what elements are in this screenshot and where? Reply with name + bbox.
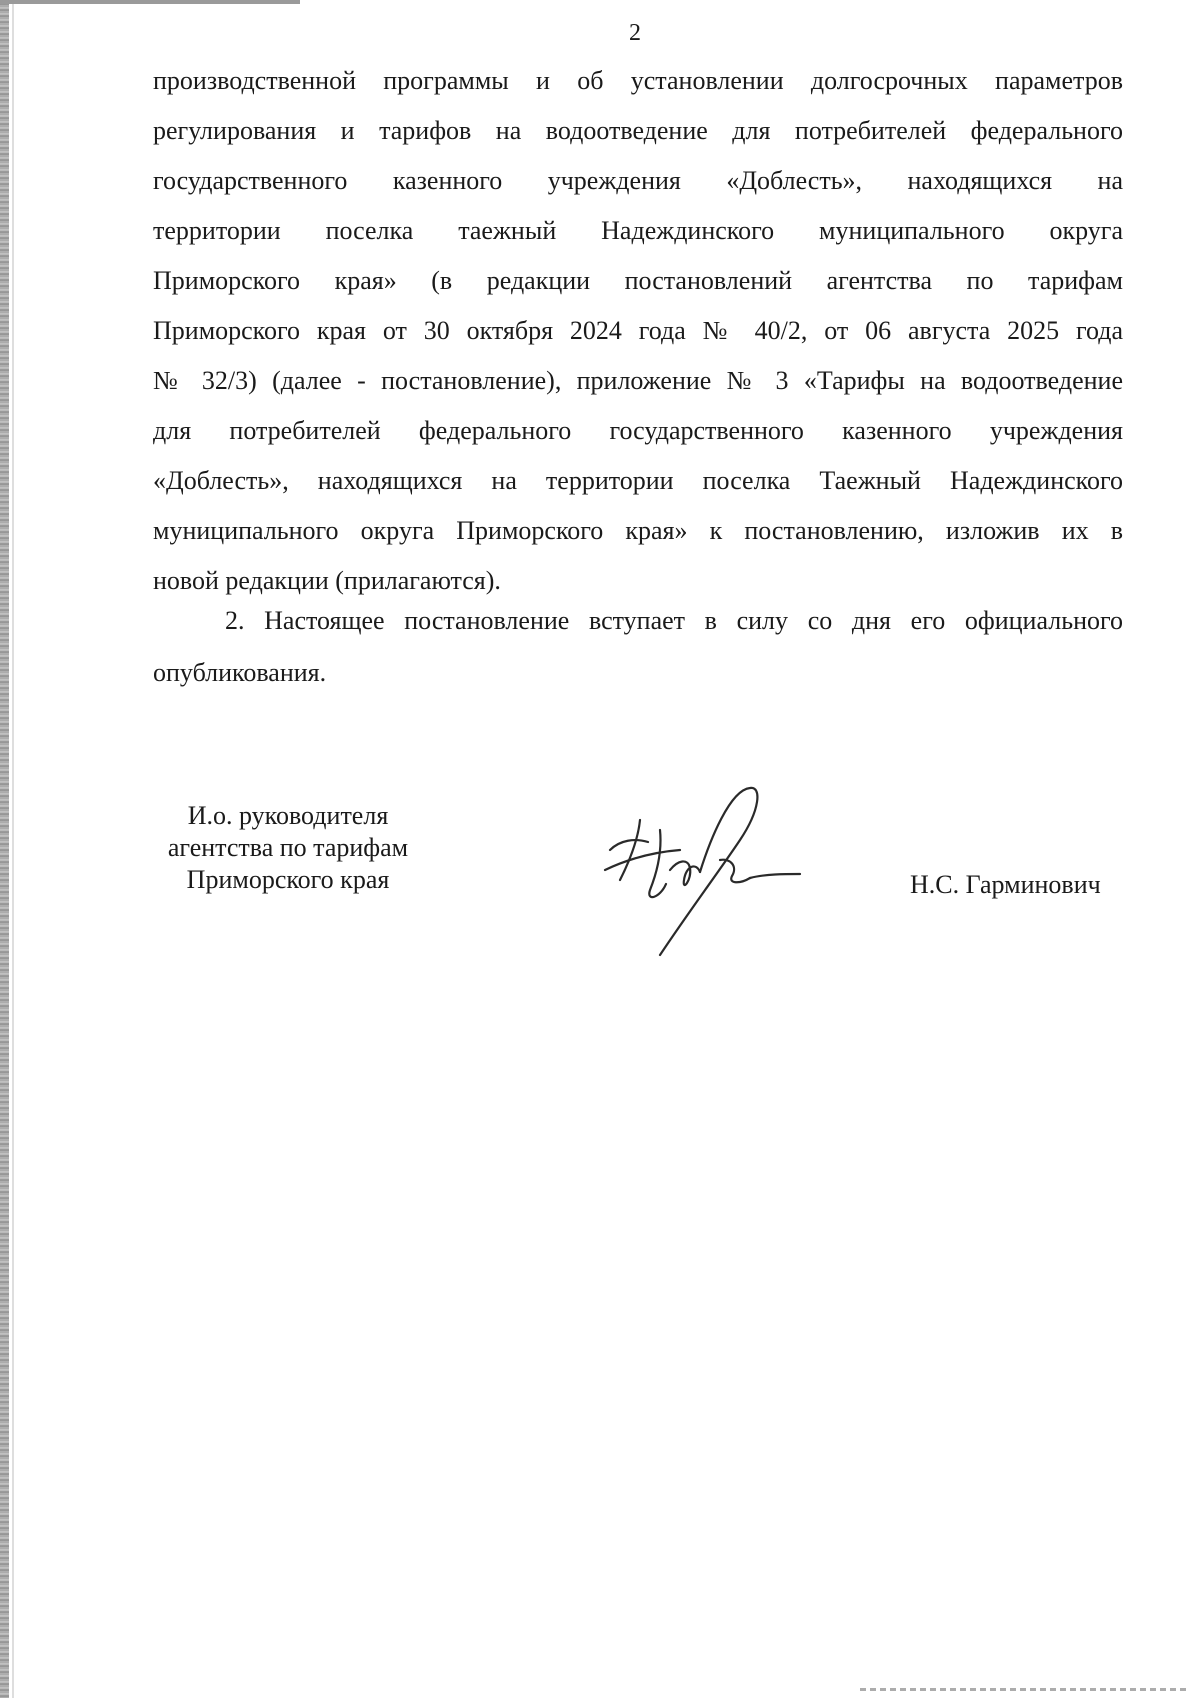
paragraph-2 <box>153 595 1123 699</box>
scan-top-mark <box>0 0 300 4</box>
scan-left-edge <box>0 0 9 1698</box>
text-line: опубликования. <box>153 658 327 687</box>
signer-name: Н.С. Гарминович <box>910 870 1101 899</box>
signatory-title-line: агентства по тарифам <box>167 833 409 862</box>
signatory-title-line: И.о. руководителя <box>187 801 389 830</box>
text-line: производственной программы и об установлении долгосрочных параметров <box>153 66 1123 95</box>
text-line: № 32/3) (далее - постановление), приложение № 3 «Тарифы на водоотведение <box>153 366 1123 395</box>
paragraph-1 <box>153 56 1123 606</box>
scan-left-edge-line <box>12 0 14 1698</box>
text-line: регулирования и тарифов на водоотведение для потребителей федерального <box>153 116 1123 145</box>
signatory-title <box>138 800 438 896</box>
page-number: 2 <box>629 20 641 46</box>
text-line: Приморского края от 30 октября 2024 года № 40/2, от 06 августа 2025 года <box>153 316 1123 345</box>
scan-bottom-mark <box>860 1688 1190 1691</box>
text-line: территории поселка таежный Надеждинского муниципального округа <box>153 216 1123 245</box>
text-line: Приморского края» (в редакции постановлений агентства по тарифам <box>153 266 1123 295</box>
text-line: «Доблесть», находящихся на территории поселка Таежный Надеждинского <box>153 466 1123 495</box>
text-line: для потребителей федерального государственного казенного учреждения <box>153 416 1123 445</box>
text-line: муниципального округа Приморского края» к постановлению, изложив их в <box>153 516 1123 545</box>
handwritten-signature <box>600 780 840 960</box>
text-line: 2. Настоящее постановление вступает в силу со дня его официального <box>225 606 1123 635</box>
signatory-title-line: Приморского края <box>186 865 390 894</box>
text-line: новой редакции (прилагаются). <box>153 566 501 595</box>
text-line: государственного казенного учреждения «Доблесть», находящихся на <box>153 166 1123 195</box>
